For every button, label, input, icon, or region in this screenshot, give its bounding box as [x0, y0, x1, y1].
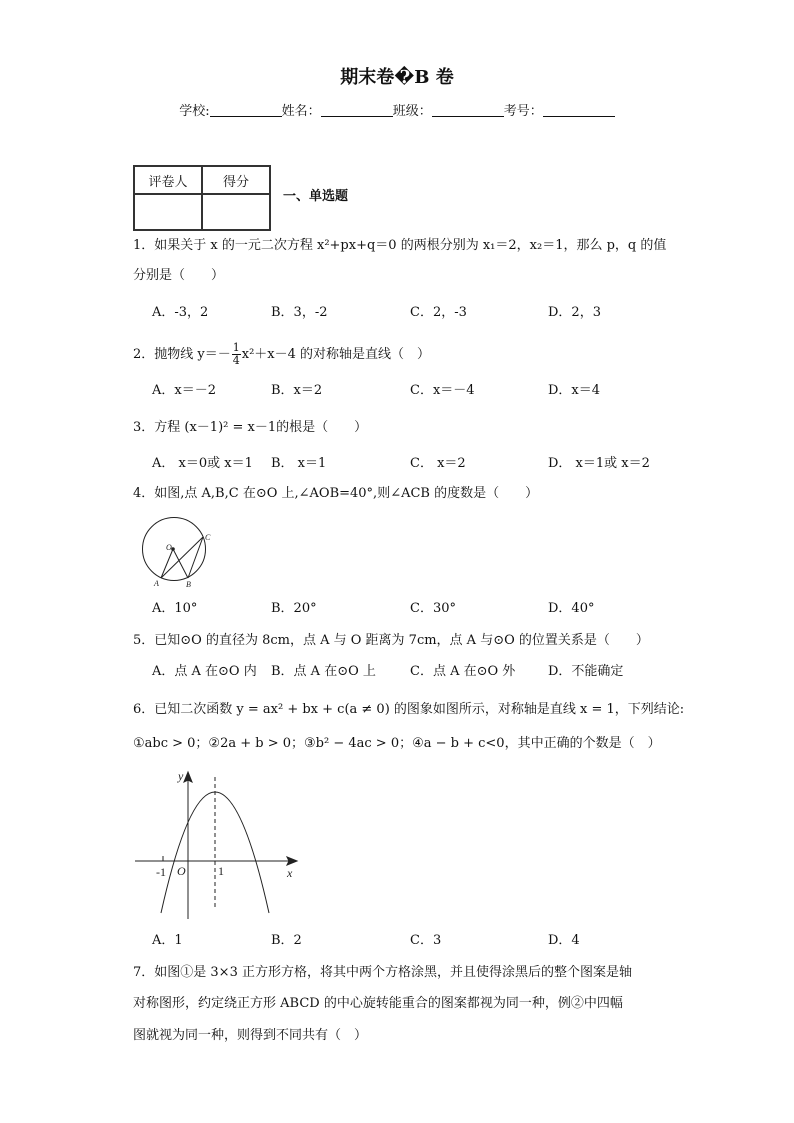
q2-option-a: A．x＝－2: [152, 383, 216, 398]
q2-fraction: [232, 342, 241, 367]
origin-label: O: [177, 864, 186, 878]
tick-label-minus-1: -1: [156, 865, 166, 879]
question-7-line-1: 7．如图①是 3×3 正方形方格，将其中两个方格涂黑，并且使得涂黑后的整个图案是轴: [133, 965, 632, 980]
q2-option-d: D．x＝4: [548, 383, 601, 398]
q6-option-c: C．3: [410, 933, 442, 948]
q5-option-a: A．点 A 在⊙O 内: [152, 664, 257, 679]
school-label: 学校:: [179, 104, 210, 119]
school-blank: [210, 104, 282, 117]
class-label: 班级：: [392, 104, 432, 119]
q4-option-c: C．30°: [410, 601, 456, 616]
name-blank: [321, 104, 393, 117]
grader-cell: [134, 194, 202, 230]
q1-option-d: D．2，3: [548, 305, 601, 320]
question-2: [133, 340, 430, 370]
exam-number-blank: [543, 104, 615, 117]
name-label: 姓名：: [281, 104, 321, 119]
q4-option-b: B．20°: [271, 601, 317, 616]
grader-header: 评卷人: [134, 166, 202, 194]
q1-option-b: B．3，-2: [271, 305, 328, 320]
q3-option-d: D． x＝1或 x＝2: [548, 456, 650, 471]
q3-option-a: A． x＝0或 x＝1: [152, 456, 253, 471]
q2-suffix: x²＋x－4 的对称轴是直线（ ）: [241, 347, 431, 362]
label-b: B: [186, 580, 191, 589]
fraction-numerator: 1: [232, 341, 240, 354]
q3-option-b: B． x＝1: [271, 456, 327, 471]
segment-bc: [188, 537, 203, 578]
question-7-line-3: 图就视为同一种，则得到不同共有（ ）: [133, 1028, 368, 1043]
tick-label-1: 1: [218, 864, 224, 878]
student-info-line: [0, 104, 794, 120]
q2-option-b: B．x＝2: [271, 383, 323, 398]
y-axis-arrow: [184, 772, 192, 782]
question-6-line-1: 6．已知二次函数 y = ax² + bx + c(a ≠ 0) 的图象如图所示，对称轴是直线 x = 1，下列结论:: [133, 702, 685, 717]
label-o: O: [166, 543, 172, 552]
q3-option-c: C． x＝2: [410, 456, 466, 471]
q1-option-a: A．-3，2: [152, 305, 209, 320]
circle-o: [143, 518, 206, 581]
exam-number-label: 考号：: [503, 104, 543, 119]
question-1-line-1: 1．如果关于 x 的一元二次方程 x²+px+q＝0 的两根分别为 x₁＝2，x₂＝1，那么 p，q 的值: [133, 238, 667, 253]
y-axis-label: y: [178, 769, 184, 783]
page-title: 期末卷�B 卷: [340, 67, 454, 88]
center-point: [172, 548, 175, 551]
parabola-graph: [135, 772, 297, 919]
q5-option-b: B．点 A 在⊙O 上: [271, 664, 376, 679]
question-6-line-2: ①abc > 0；②2a + b > 0；③b² − 4ac > 0；④a − b + c<0，其中正确的个数是（ ）: [133, 736, 661, 751]
question-1-line-2: 分别是（ ）: [133, 268, 225, 283]
parabola-curve: [161, 792, 269, 913]
score-header: 得分: [202, 166, 270, 194]
segment-oa: [161, 549, 173, 578]
score-cell: [202, 194, 270, 230]
segment-ob: [173, 549, 188, 578]
question-5: 5．已知⊙O 的直径为 8cm，点 A 与 O 距离为 7cm，点 A 与⊙O 的位置关系是（ ）: [133, 633, 649, 648]
q4-option-d: D．40°: [548, 601, 595, 616]
label-a: A: [154, 579, 159, 588]
q5-option-d: D．不能确定: [548, 664, 624, 679]
label-c: C: [205, 533, 211, 542]
circle-figure: [143, 518, 206, 581]
question-7-line-2: 对称图形，约定绕正方形 ABCD 的中心旋转能重合的图案都视为同一种，例②中四幅: [133, 996, 623, 1011]
class-blank: [432, 104, 504, 117]
q5-option-c: C．点 A 在⊙O 外: [410, 664, 516, 679]
x-axis-arrow: [287, 857, 297, 865]
q6-option-b: B．2: [271, 933, 302, 948]
q2-prefix: 2．抛物线 y＝－: [133, 347, 231, 362]
segment-ac: [161, 537, 203, 578]
question-4: 4．如图,点 A,B,C 在⊙O 上,∠AOB=40°,则∠ACB 的度数是（ ）: [133, 486, 539, 501]
q2-option-c: C．x＝－4: [410, 383, 475, 398]
q1-option-c: C．2，-3: [410, 305, 467, 320]
q6-option-d: D．4: [548, 933, 580, 948]
section-heading: 一、单选题: [283, 189, 349, 204]
q4-option-a: A．10°: [152, 601, 198, 616]
fraction-denominator: 4: [232, 354, 240, 367]
score-table: [133, 165, 271, 231]
question-3: 3．方程 (x－1)² = x－1的根是（ ）: [133, 420, 368, 435]
q6-option-a: A．1: [152, 933, 183, 948]
x-axis-label: x: [287, 866, 293, 880]
